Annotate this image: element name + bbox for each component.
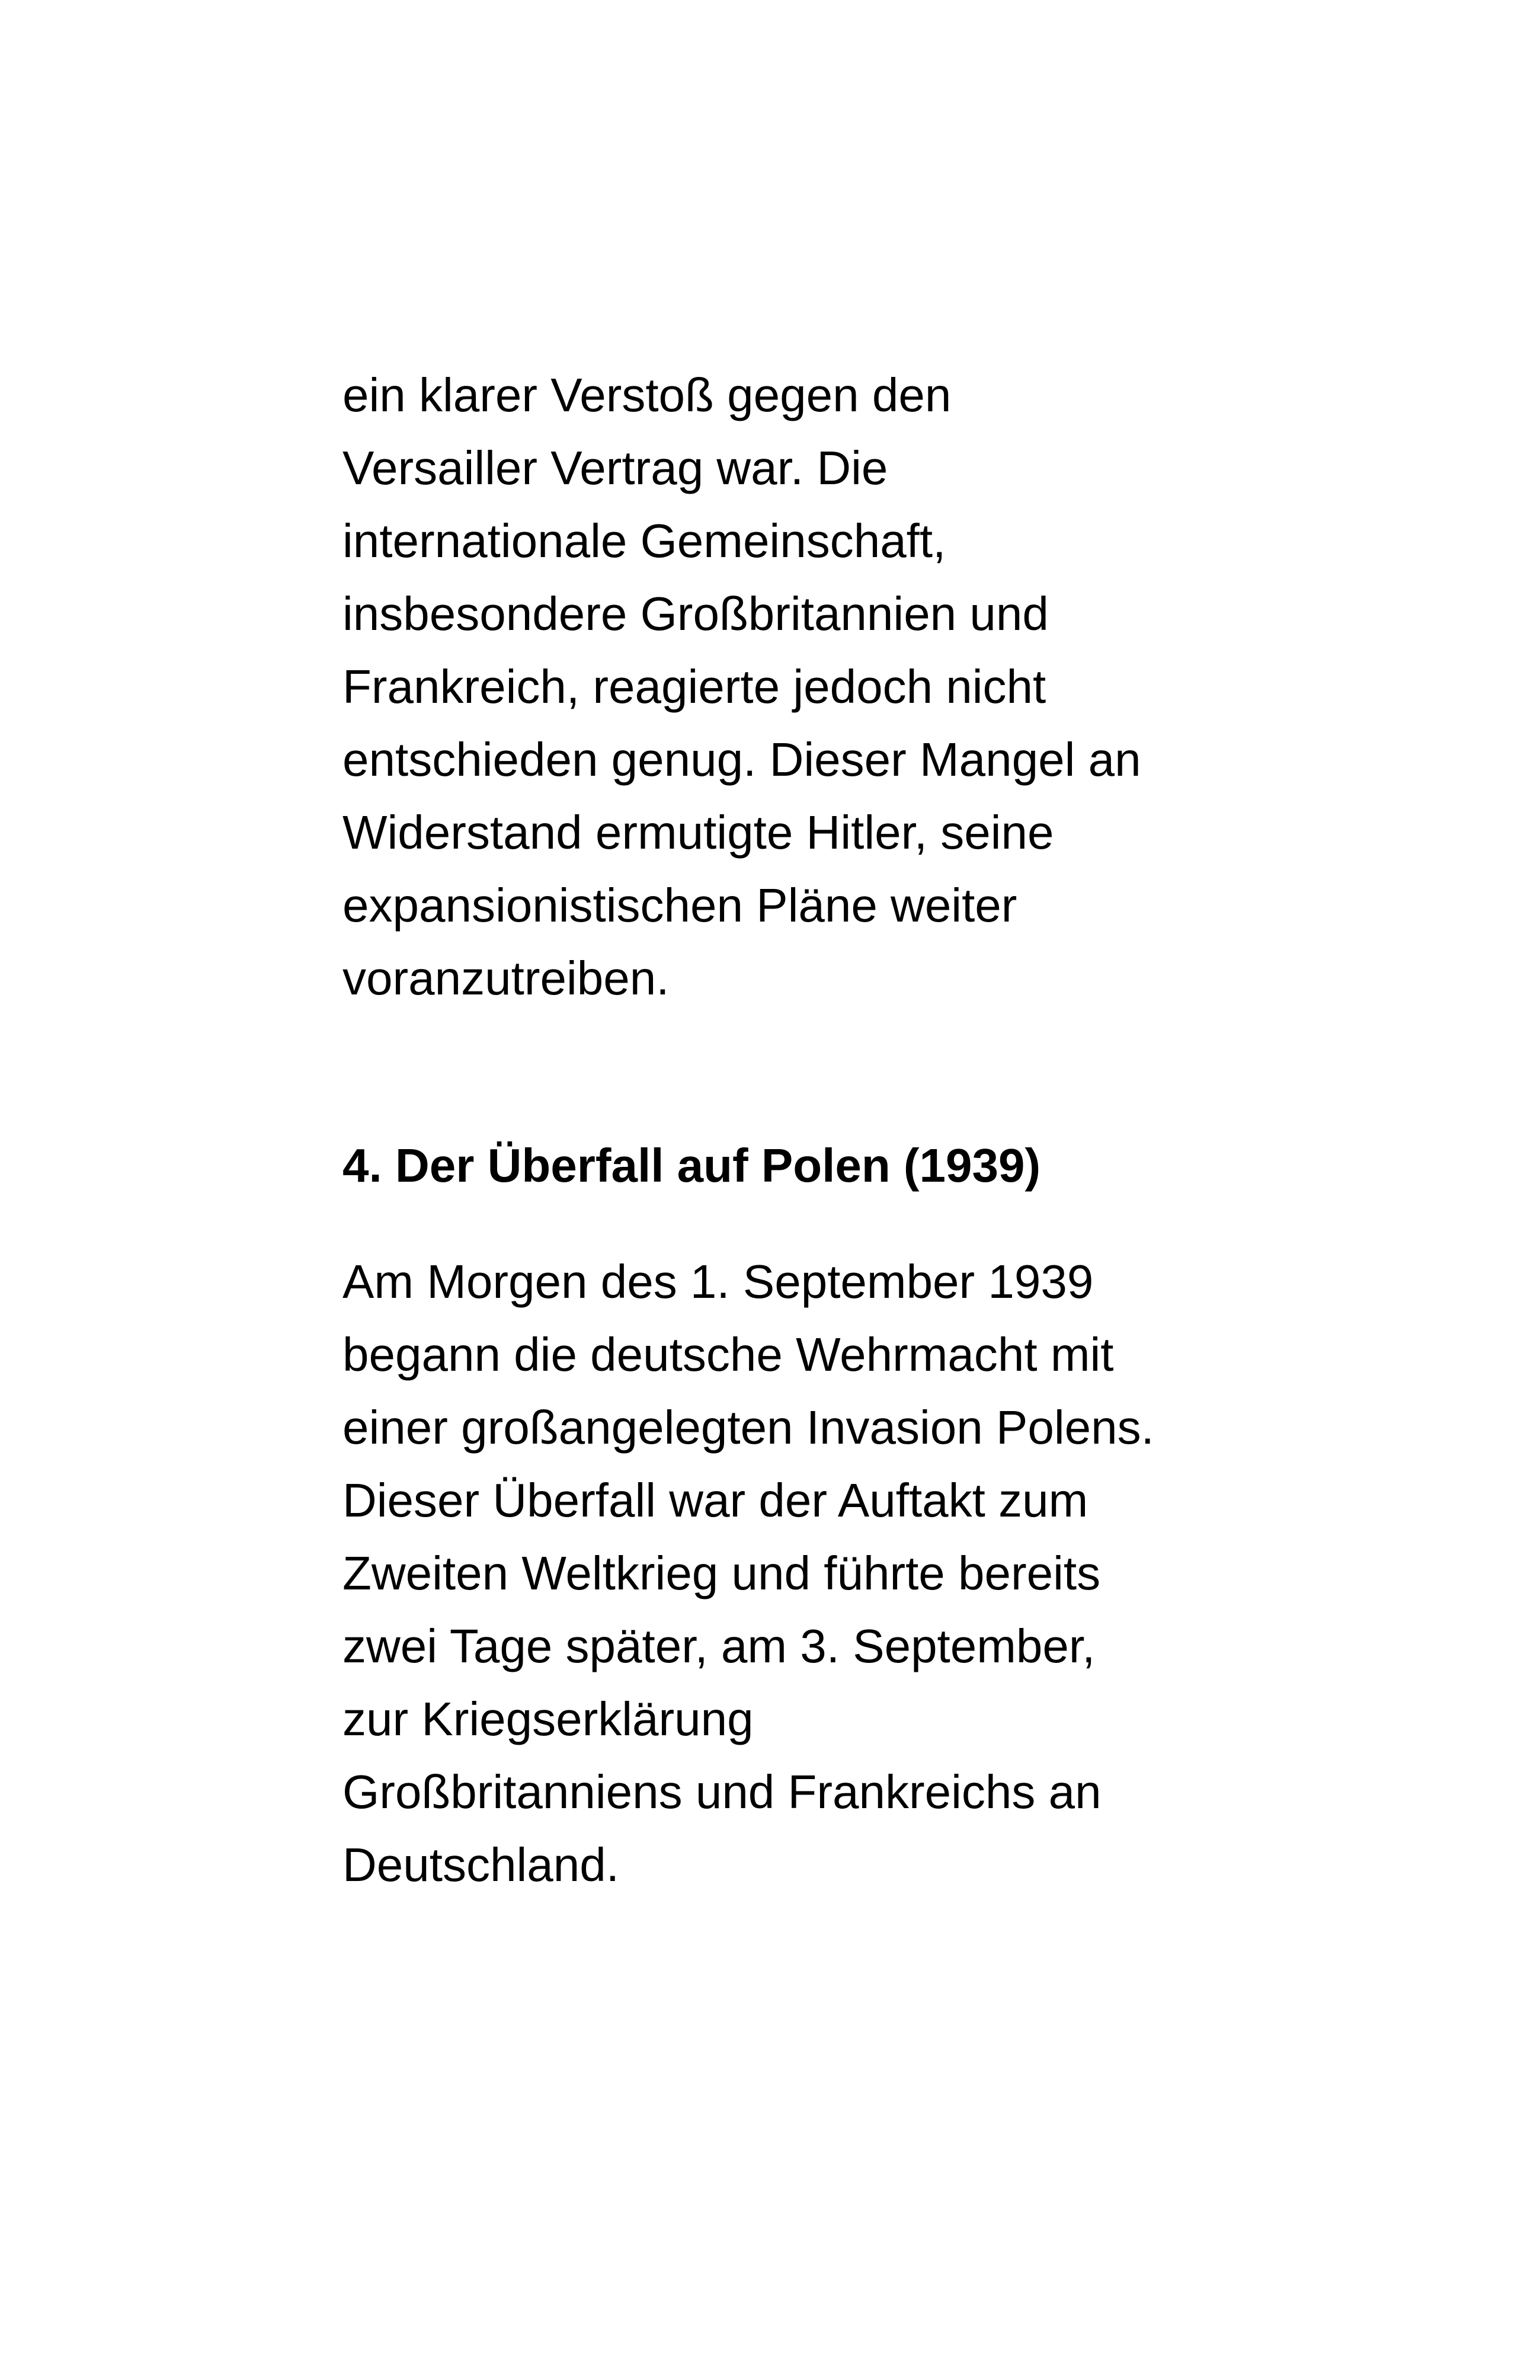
paragraph-line: expansionistischen Pläne weiter	[342, 879, 1017, 932]
paragraph-line: Zweiten Weltkrieg und führte bereits	[342, 1547, 1101, 1600]
paragraph-line: voranzutreiben.	[342, 952, 670, 1005]
paragraph-line: internationale Gemeinschaft,	[342, 514, 946, 567]
paragraph-line: Dieser Überfall war der Auftakt zum	[342, 1474, 1088, 1527]
section-heading: 4. Der Überfall auf Polen (1939)	[342, 1139, 1041, 1192]
paragraph-line: insbesondere Großbritannien und	[342, 587, 1049, 640]
section-heading-block	[342, 1129, 1231, 1202]
paragraph-line: zur Kriegserklärung	[342, 1693, 754, 1745]
paragraph-line: Am Morgen des 1. September 1939	[342, 1255, 1094, 1308]
paragraph-line: Widerstand ermutigte Hitler, seine	[342, 806, 1054, 859]
paragraph-line: ein klarer Verstoß gegen den	[342, 369, 952, 421]
paragraph-line: entschieden genug. Dieser Mangel an	[342, 733, 1141, 786]
paragraph-line: begann die deutsche Wehrmacht mit	[342, 1328, 1114, 1381]
body-paragraph	[342, 1245, 1231, 1901]
paragraph-line: zwei Tage später, am 3. September,	[342, 1620, 1096, 1672]
paragraph-line: Deutschland.	[342, 1838, 619, 1891]
paragraph-line: Frankreich, reagierte jedoch nicht	[342, 660, 1046, 713]
paragraph-line: Versailler Vertrag war. Die	[342, 442, 888, 494]
paragraph-line: Großbritanniens und Frankreichs an	[342, 1765, 1102, 1818]
body-paragraph	[342, 359, 1231, 1015]
paragraph-line: einer großangelegten Invasion Polens.	[342, 1401, 1154, 1454]
